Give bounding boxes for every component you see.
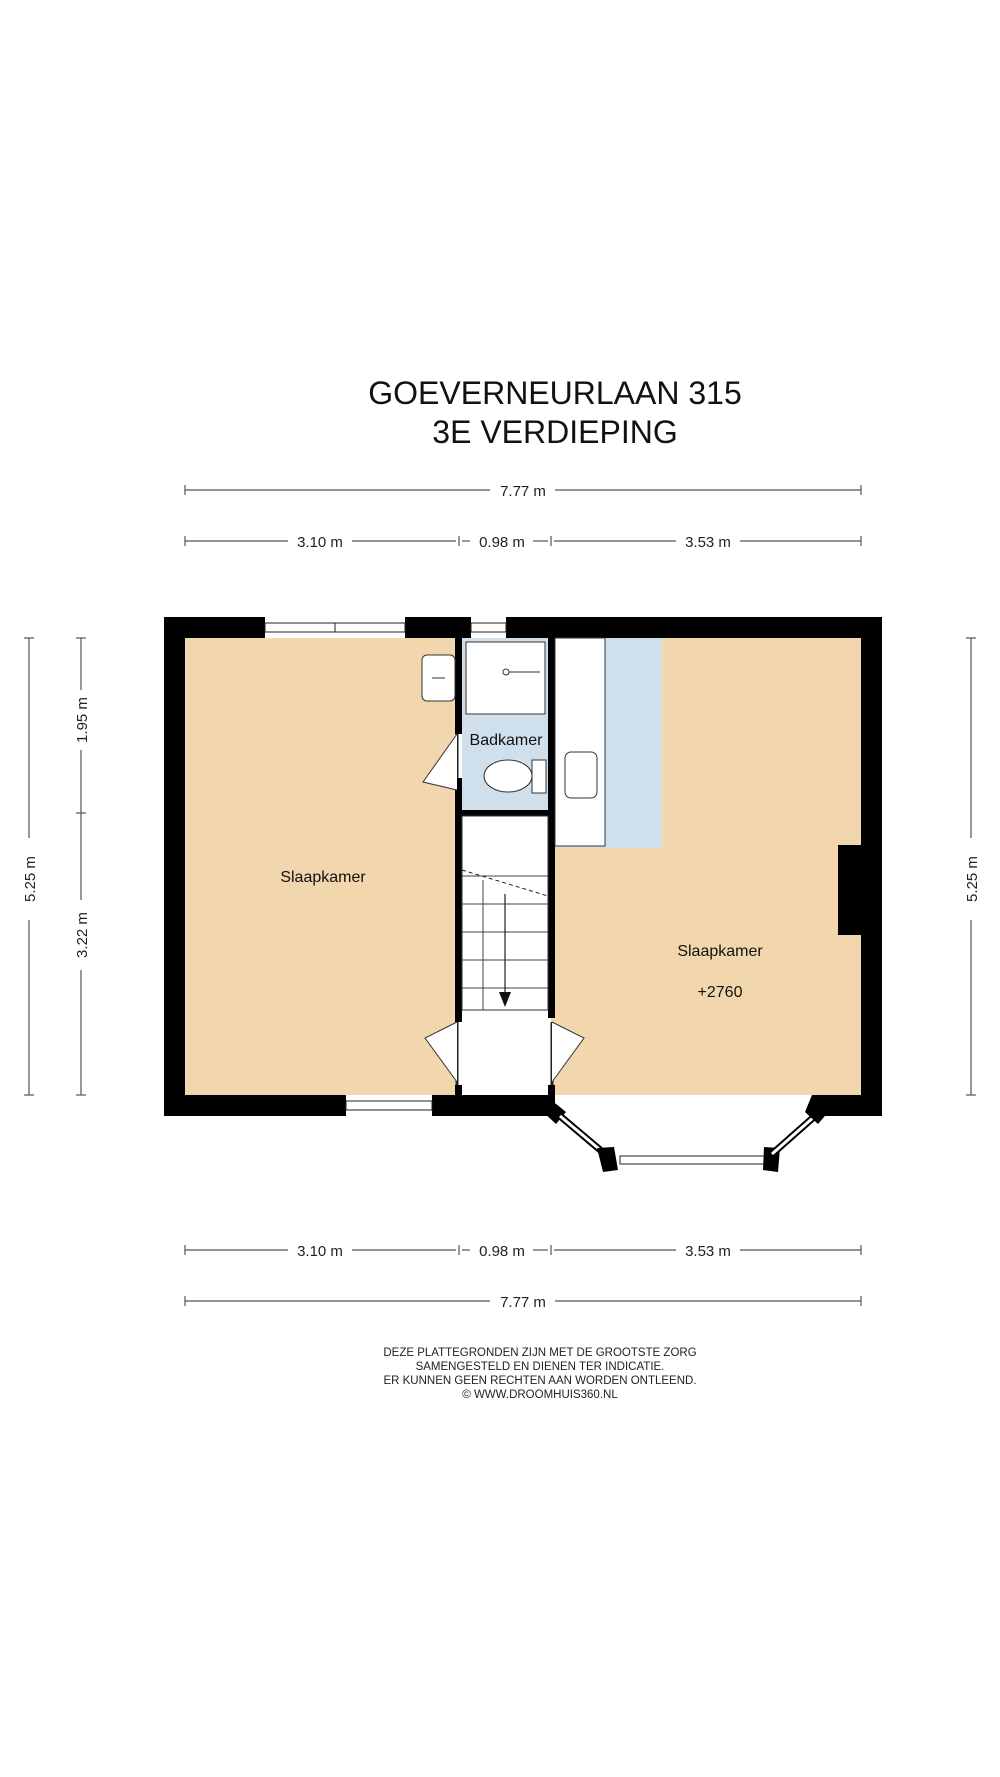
left-bedroom-floor bbox=[185, 638, 457, 1095]
disclaimer bbox=[383, 1347, 696, 1401]
dimension-left-lower-label: 3.22 m bbox=[74, 912, 91, 958]
dimension-left-total-label: 5.25 m bbox=[22, 856, 39, 902]
dimension-top-segments bbox=[185, 534, 861, 551]
staircase bbox=[462, 816, 548, 1010]
wash-counter bbox=[555, 638, 605, 846]
dimension-bottom-left-label: 3.10 m bbox=[297, 1243, 343, 1260]
disclaimer-line-4: © WWW.DROOMHUIS360.NL bbox=[462, 1389, 618, 1401]
dimension-left-segments bbox=[74, 638, 91, 1095]
disclaimer-line-1: DEZE PLATTEGRONDEN ZIJN MET DE GROOTSTE ZORG bbox=[383, 1347, 697, 1359]
shower bbox=[466, 642, 545, 714]
plan-title: GOEVERNEURLAAN 315 bbox=[368, 375, 742, 411]
bathroom-label: Badkamer bbox=[469, 732, 543, 749]
disclaimer-line-2: SAMENGESTELD EN DIENEN TER INDICATIE. bbox=[415, 1361, 665, 1373]
disclaimer-line-3: ER KUNNEN GEEN RECHTEN AAN WORDEN ONTLEEND. bbox=[383, 1375, 697, 1387]
dimension-left-upper-label: 1.95 m bbox=[74, 697, 91, 743]
left-bedroom-label: Slaapkamer bbox=[280, 869, 366, 886]
dimension-bottom-mid-label: 0.98 m bbox=[479, 1243, 525, 1260]
dimension-top-total bbox=[185, 483, 861, 500]
dimension-bottom-total bbox=[185, 1294, 861, 1311]
dimension-bottom-total-label: 7.77 m bbox=[500, 1294, 546, 1311]
right-bedroom-height-label: +2760 bbox=[697, 984, 743, 1001]
washbasin-left bbox=[422, 655, 455, 701]
dimension-bottom-right-label: 3.53 m bbox=[685, 1243, 731, 1260]
toilet bbox=[484, 760, 546, 793]
dimension-right-total bbox=[964, 638, 981, 1095]
dimension-top-left-label: 3.10 m bbox=[297, 534, 343, 551]
dimension-top-mid-label: 0.98 m bbox=[479, 534, 525, 551]
dimension-top-right-label: 3.53 m bbox=[685, 534, 731, 551]
dimension-right-total-label: 5.25 m bbox=[964, 856, 981, 902]
dimension-top-total-label: 7.77 m bbox=[500, 483, 546, 500]
plan-subtitle: 3E VERDIEPING bbox=[432, 414, 678, 450]
dimension-bottom-segments bbox=[185, 1243, 861, 1260]
right-bedroom-label: Slaapkamer bbox=[677, 943, 763, 960]
dimension-left-total bbox=[22, 638, 39, 1095]
